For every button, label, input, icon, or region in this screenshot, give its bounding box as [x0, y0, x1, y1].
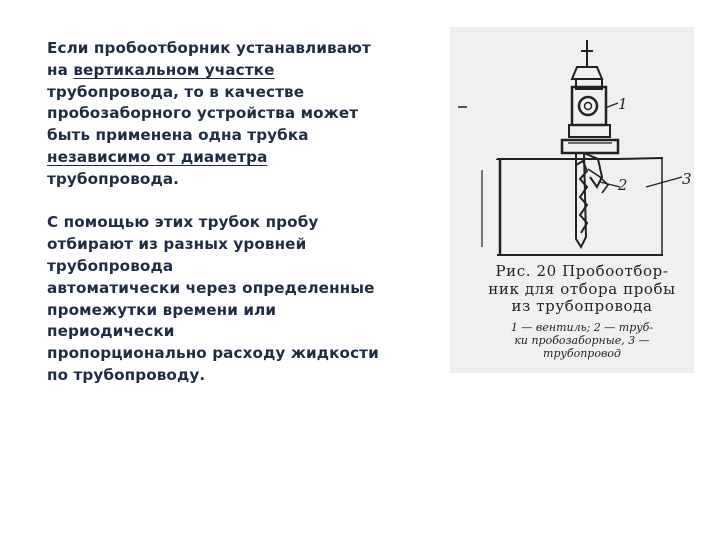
text-line: трубопровода.	[47, 169, 180, 188]
text-line: автоматически через определенные	[47, 278, 375, 297]
link-regardless-diameter[interactable]: независимо от диаметра	[47, 147, 268, 166]
text-line	[47, 60, 447, 82]
label-2: 2	[618, 176, 628, 194]
text-line: трубопровода	[47, 256, 174, 275]
text-line: быть применена одна трубка	[47, 126, 309, 145]
valve-flange	[562, 140, 618, 153]
text-line: Если пробоотборник устанавливают	[47, 39, 371, 57]
text-line: по трубопроводу.	[47, 365, 206, 384]
caption-line: ник для отбора пробы	[488, 279, 676, 298]
text-line: пробозаборного устройства может	[47, 104, 359, 123]
text-line: отбирают из разных уровней	[47, 235, 307, 254]
valve-wheel	[579, 97, 597, 115]
text-line: промежутки времени или	[47, 300, 277, 319]
link-vertical-section[interactable]: вертикальном участке	[73, 60, 275, 79]
label-3: 3	[682, 170, 692, 188]
caption-line: из трубопровода	[511, 297, 653, 315]
figure-legend	[474, 321, 690, 360]
main-text	[47, 38, 447, 387]
caption-line: Рис. 20 Пробоотбор-	[495, 262, 669, 280]
valve-wheel-hub	[585, 103, 592, 110]
text-line: периодически	[47, 322, 175, 341]
paragraph-gap	[47, 191, 447, 213]
text-line: пропорционально расходу жидкости	[47, 344, 379, 363]
valve-lower	[569, 125, 610, 137]
legend-line: трубопровод	[543, 347, 621, 360]
legend-line: 1 — вентиль; 2 — труб-	[510, 321, 654, 334]
text-line: С помощью этих трубок пробу	[47, 213, 319, 232]
sampling-tube-branch-2	[588, 169, 608, 193]
legend-line: ки пробозаборные, 3 —	[514, 334, 650, 347]
pipeline-top-wall	[497, 158, 663, 159]
valve-top	[572, 67, 602, 79]
valve-body	[572, 87, 606, 125]
text-line: трубопровода, то в качестве	[47, 82, 305, 101]
text-prefix: на	[47, 60, 74, 79]
leader-2	[600, 182, 620, 187]
figure-caption	[470, 263, 694, 316]
label-1: 1	[618, 95, 628, 113]
sampler-figure	[450, 27, 694, 373]
leader-3	[646, 177, 682, 187]
